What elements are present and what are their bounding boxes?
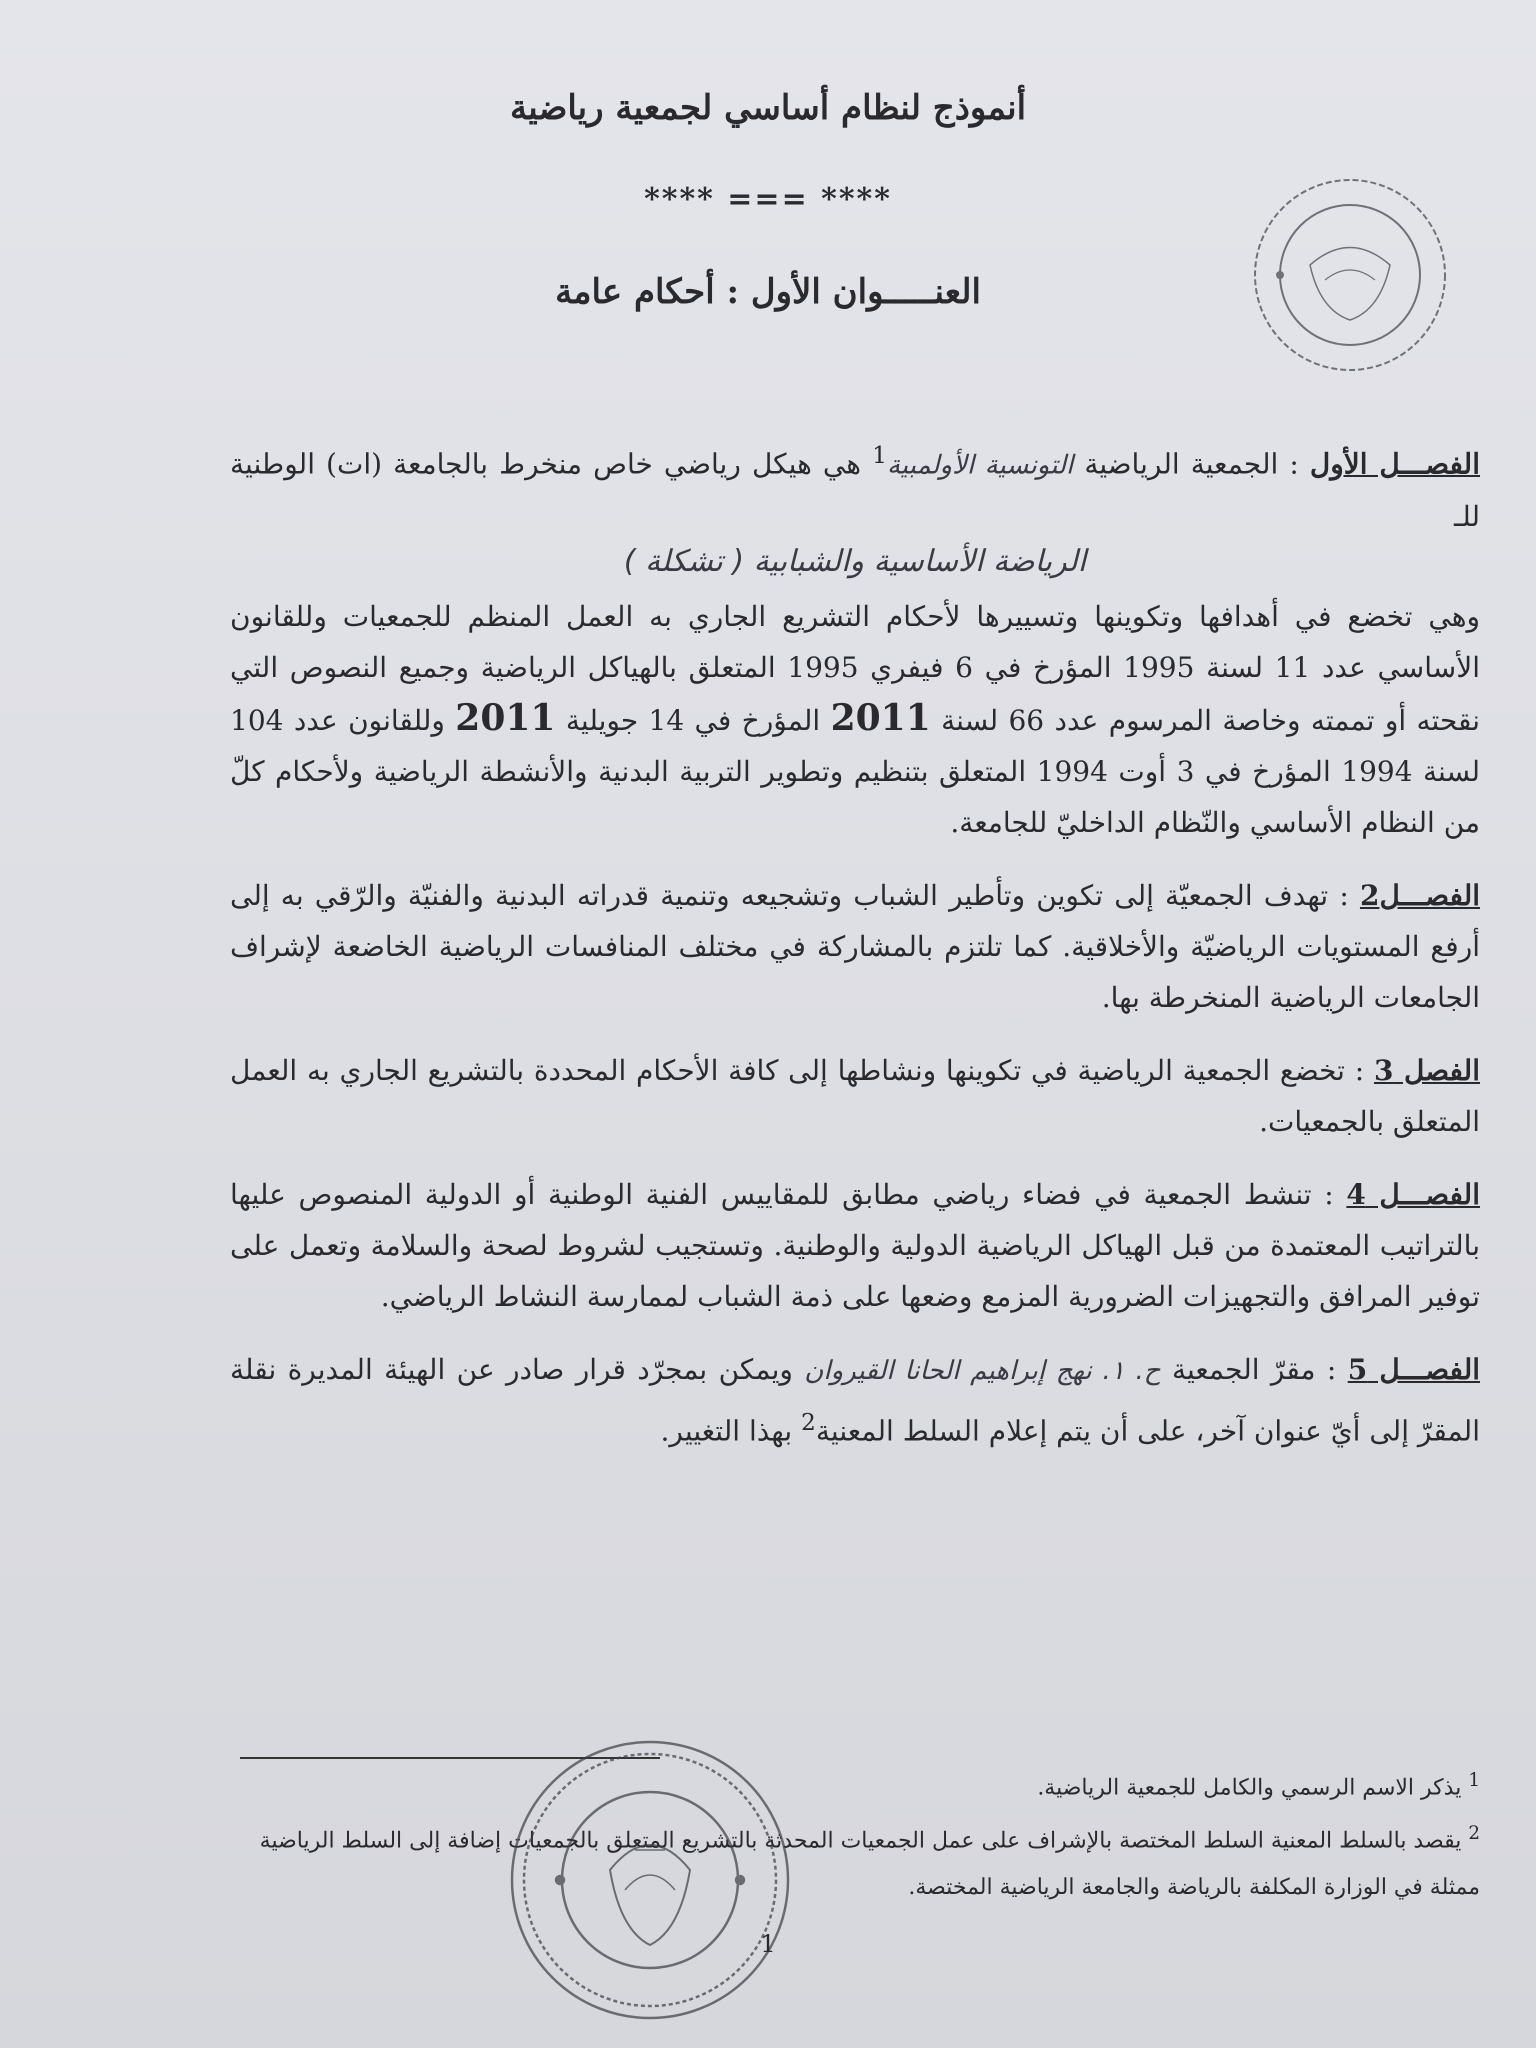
footnote-ref-2: 2 [801,1408,816,1437]
article-5-label: الفصـــل 5 [1347,1353,1481,1387]
articles-body [230,430,1480,1479]
article-2-text: : تهدف الجمعيّة إلى تكوين وتأطير الشباب وتشجيعه وتنمية قدراته البدنية والفنيّة والرّقي به إلى أرفع المستويات الرياضيّة والأخلاقية. كما تلتزم بالمشاركة في مختلف المنافسات الرياضية الخاضعة لإشراف الجامعات الرياضية المنخرطة بها. [230,879,1480,1015]
article-3-text: : تخضع الجمعية الرياضية في تكوينها ونشاطها إلى كافة الأحكام المحددة بالتشريع الجاري به العمل المتعلق بالجمعيات. [230,1054,1480,1139]
section-title: العنـــــوان الأول : أحكام عامة [555,272,981,312]
article-4 [230,1169,1480,1322]
article-5 [230,1344,1480,1456]
article-4-label: الفصـــل 4 [1346,1178,1480,1212]
article-1-text-4: المؤرخ في 14 جويلية [555,704,831,738]
official-seal-bottom [500,1730,800,2030]
article-3 [230,1045,1480,1147]
footnote-1-number: 1 [1468,1770,1480,1791]
title-ornament: **** === **** [644,182,892,217]
article-1-text-3: وهي تخضع في أهدافها وتكوينها وتسييرها لأحكام التشريع الجاري به العمل المنظم للجمعيات وللقانون الأساسي عدد 11 لسنة 1995 المؤرخ في 6 فيفري 1995 المتعلق بالهياكل الرياضية وجميع النصوص التي نقحته أو تممته وخاصة المرسوم عدد 66 لسنة [230,600,1480,738]
article-2 [230,870,1480,1023]
article-1-year-1: 2011 [830,697,931,740]
article-4-text: : تنشط الجمعية في فضاء رياضي مطابق للمقاييس الفنية الوطنية أو الدولية المنصوص عليها بالتراتيب المعتمدة من قبل الهياكل الرياضية الدولية والوطنية. وتستجيب لشروط لصحة والسلامة وتعمل على توفير المرافق والتجهيزات الضرورية المزمع وضعها على ذمة الشباب لممارسة النشاط الرياضي. [230,1178,1480,1314]
article-1-text-2: هي هيكل رياضي خاص منخرط بالجامعة (ات) الوطنية للـ [230,447,1480,534]
official-seal-top [1240,170,1460,380]
footnote-1-text: يذكر الاسم الرسمي والكامل للجمعية الرياضية. [1037,1775,1462,1801]
article-1-handwritten-federation: الرياضة الأساسية والشبابية ( تشكلة ) [623,544,1087,580]
footnote-2 [235,1811,1480,1910]
article-1-text-1: : الجمعية الرياضية [1073,447,1310,481]
article-5-text-3: بهذا التغيير. [660,1414,802,1448]
footnote-2-text: يقصد بالسلط المعنية السلط المختصة بالإشراف على عمل الجمعيات المحدثة بالتشريع المتعلق بالجمعيات إضافة إلى السلط الرياضية ممثلة في الوزارة المكلفة بالرياضة والجامعة الرياضية المختصة. [259,1828,1480,1900]
document-title: أنموذج لنظام أساسي لجمعية رياضية [509,88,1027,128]
article-1-label: الفصـــل الأول [1309,447,1480,481]
article-5-text-1: : مقرّ الجمعية [1160,1353,1348,1387]
article-1 [230,430,1480,848]
article-5-handwritten-address: ح. ١. نهج إبراهيم الحانا القيروان [804,1356,1161,1387]
article-3-label: الفصل 3 [1373,1054,1480,1088]
footnote-2-number: 2 [1468,1823,1480,1845]
article-5-text-2: ويمكن بمجرّد قرار صادر عن الهيئة المديرة نقلة المقرّ إلى أيّ عنوان آخر، على أن يتم إعلام السلط المعنية [230,1353,1480,1448]
article-1-year-2: 2011 [455,697,556,740]
article-1-text-5: وللقانون عدد 104 لسنة 1994 المؤرخ في 3 أوت 1994 المتعلق بتنظيم وتطوير التربية البدنية والأنشطة الرياضية ولأحكام كلّ من النظام الأساسي والنّظام الداخليّ للجامعة. [230,704,1481,840]
footnote-1 [235,1758,1480,1811]
article-2-label: الفصـــل2 [1359,879,1481,913]
footnotes [235,1758,1480,1911]
article-1-handwritten-name: التونسية الأولمبية [886,450,1074,481]
footnote-ref-1: 1 [872,441,887,469]
page-number: 1 [760,1930,776,1958]
